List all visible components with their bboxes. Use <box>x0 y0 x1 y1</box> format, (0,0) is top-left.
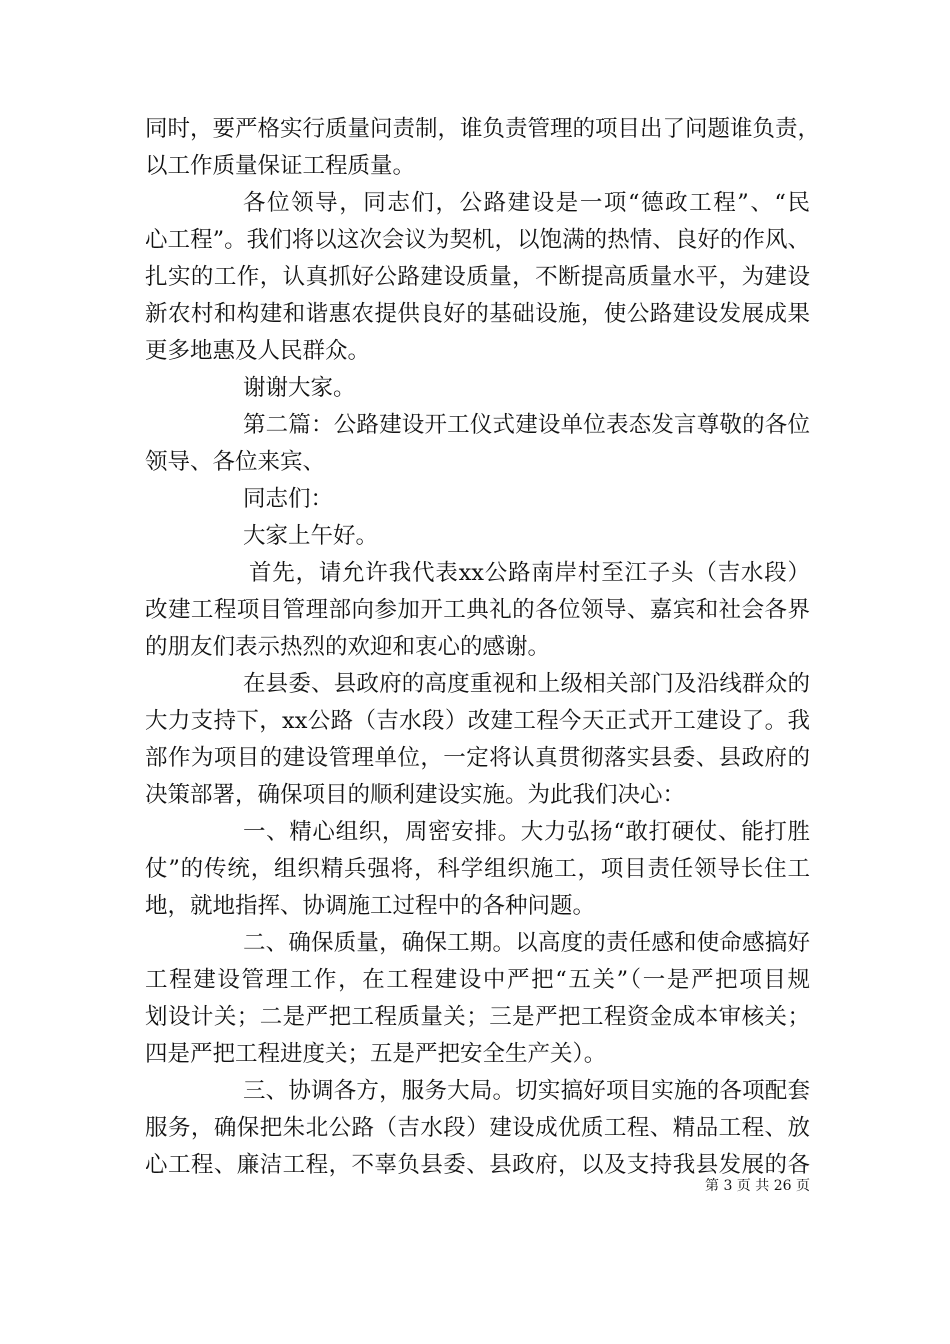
text-line: 二、确保质量，确保工期。以高度的责任感和使命感搞好 <box>243 930 810 956</box>
text-line: 一、精心组织，周密安排。大力弘扬“敢打硬仗、能打胜 <box>243 819 810 845</box>
text-line: 各位领导，同志们，公路建设是一项“德政工程”、“民 <box>243 190 810 216</box>
text-line: 部作为项目的建设管理单位，一定将认真贯彻落实县委、县政府的 <box>145 745 810 771</box>
text-line: 地，就地指挥、协调施工过程中的各种问题。 <box>145 893 596 919</box>
text-line: 在县委、县政府的高度重视和上级相关部门及沿线群众的 <box>243 671 810 697</box>
text-line: 扎实的工作，认真抓好公路建设质量，不断提高质量水平，为建设 <box>145 264 810 290</box>
text-line: 仗”的传统，组织精兵强将，科学组织施工，项目责任领导长住工 <box>145 856 810 882</box>
text-line: 新农村和构建和谐惠农提供良好的基础设施，使公路建设发展成果 <box>145 301 810 327</box>
text-line: 心工程”。我们将以这次会议为契机，以饱满的热情、良好的作风、 <box>145 227 810 253</box>
text-line: 工程建设管理工作，在工程建设中严把“五关”（一是严把项目规 <box>145 967 810 993</box>
text-line: 三、协调各方，服务大局。切实搞好项目实施的各项配套 <box>243 1078 810 1104</box>
text-line: 的朋友们表示热烈的欢迎和衷心的感谢。 <box>145 634 551 660</box>
text-line: 决策部署，确保项目的顺利建设实施。为此我们决心： <box>145 782 686 808</box>
text-line: 大力支持下，xx公路（吉水段）改建工程今天正式开工建设了。我 <box>145 708 810 734</box>
text-line: 划设计关；二是严把工程质量关；三是严把工程资金成本审核关； <box>145 1004 810 1030</box>
text-line: 同志们： <box>243 486 334 512</box>
text-line: 谢谢大家。 <box>243 375 356 401</box>
text-line: 更多地惠及人民群众。 <box>145 338 371 364</box>
text-line: 服务，确保把朱北公路（吉水段）建设成优质工程、精品工程、放 <box>145 1115 810 1141</box>
text-line: 四是严把工程进度关；五是严把安全生产关）。 <box>145 1041 607 1067</box>
text-line: 以工作质量保证工程质量。 <box>145 153 416 179</box>
page-number: 第 3 页 共 26 页 <box>705 1178 810 1194</box>
text-line: 心工程、廉洁工程，不辜负县委、县政府，以及支持我县发展的各 <box>145 1152 810 1178</box>
text-line: 同时，要严格实行质量问责制，谁负责管理的项目出了问题谁负责， <box>145 116 821 142</box>
text-line: 大家上午好。 <box>243 523 379 549</box>
text-line: 第二篇：公路建设开工仪式建设单位表态发言尊敬的各位 <box>243 412 810 438</box>
text-line: 领导、各位来宾、 <box>145 449 326 475</box>
text-line: 首先，请允许我代表xx公路南岸村至江子头（吉水段） <box>249 560 810 586</box>
text-line: 改建工程项目管理部向参加开工典礼的各位领导、嘉宾和社会各界 <box>145 597 810 623</box>
